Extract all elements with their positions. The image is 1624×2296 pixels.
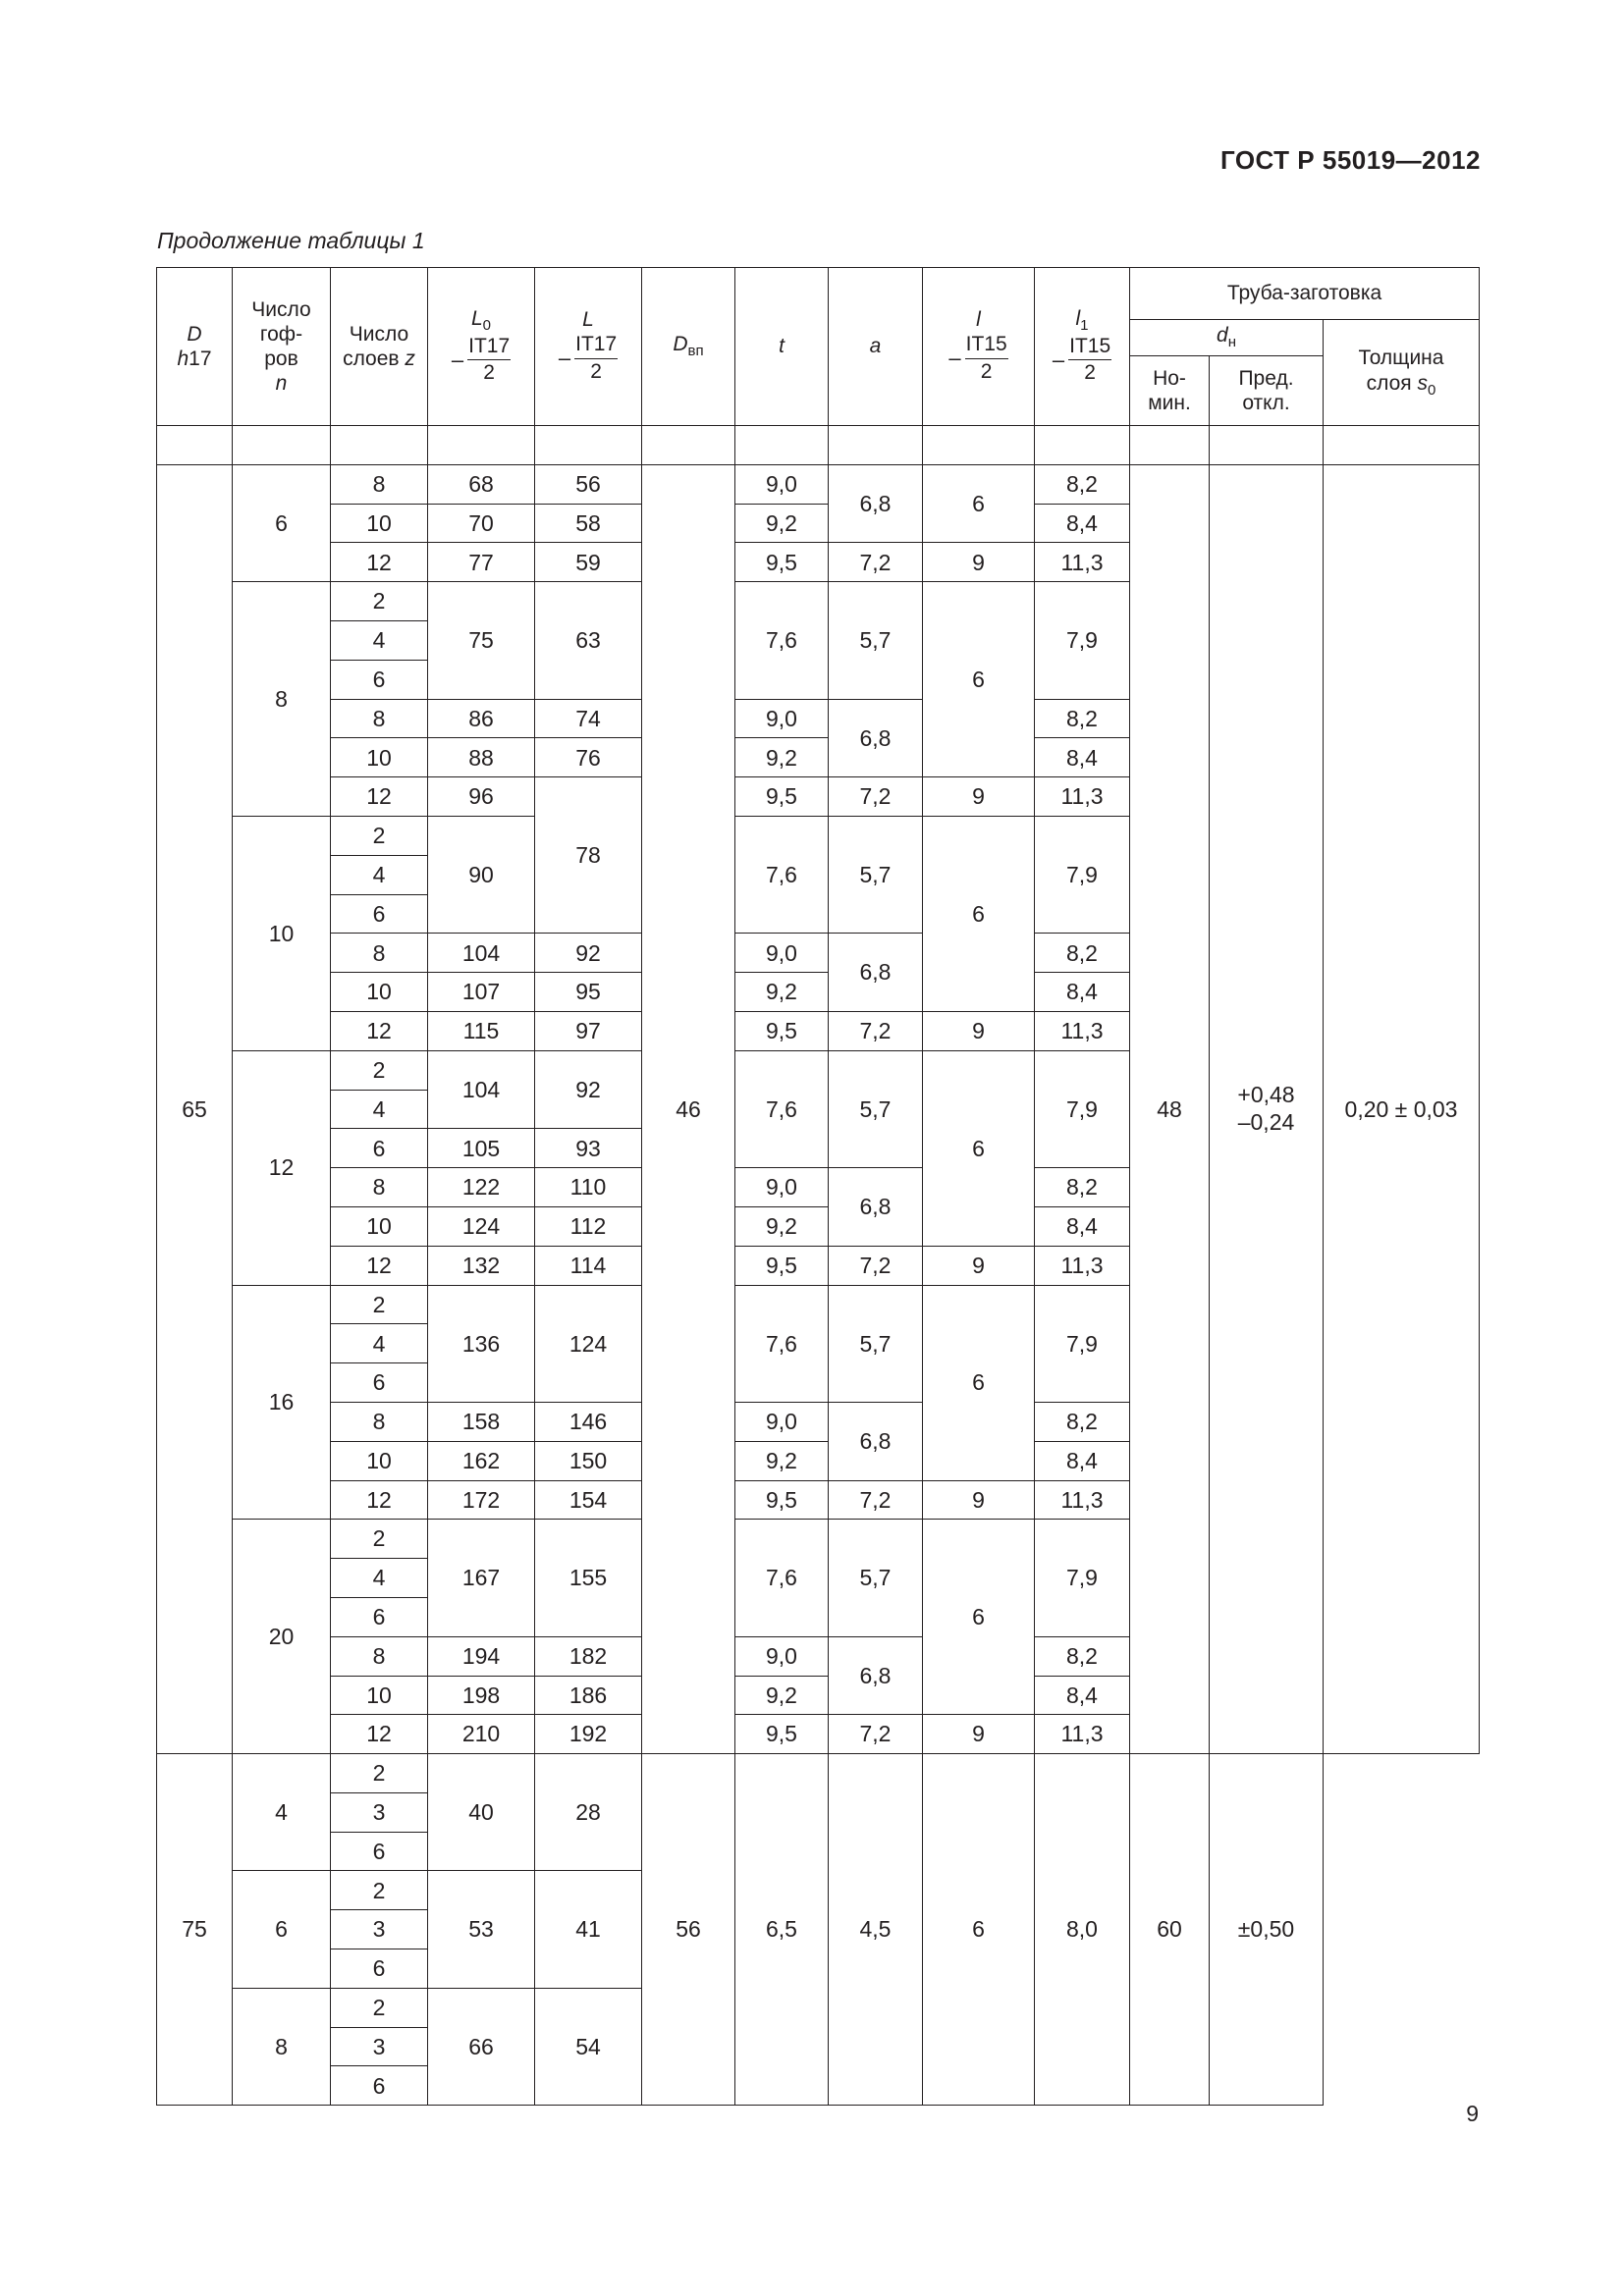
separator-cell (735, 426, 829, 465)
header-layers: Число слоев z (331, 268, 428, 426)
z-value: 12 (331, 1246, 428, 1285)
t-value: 9,2 (735, 1441, 829, 1480)
L0-value: 90 (428, 816, 535, 933)
separator-cell (923, 426, 1035, 465)
L-value: 28 (535, 1754, 642, 1871)
l-value: 6 (923, 582, 1035, 777)
z-value: 12 (331, 1480, 428, 1520)
header-nominal: Но- мин. (1130, 356, 1210, 426)
header-a: a (829, 268, 923, 426)
l1-value: 8,0 (1035, 1754, 1130, 2106)
l-value: 6 (923, 816, 1035, 1011)
separator-cell (157, 426, 233, 465)
z-value: 12 (331, 1715, 428, 1754)
L-value: 146 (535, 1402, 642, 1441)
a-value: 7,2 (829, 1246, 923, 1285)
header-l1: $l_1$ – IT15 2 (1035, 268, 1130, 426)
Dvp-value: 56 (642, 1754, 735, 2106)
dn-deviation: ±0,50 (1210, 1754, 1324, 2106)
n-value: 20 (233, 1520, 331, 1754)
t-value: 9,5 (735, 777, 829, 817)
t-value: 9,5 (735, 1246, 829, 1285)
L0-value: 88 (428, 738, 535, 777)
D-value: 75 (157, 1754, 233, 2106)
l1-value: 7,9 (1035, 1520, 1130, 1636)
l1-value: 8,2 (1035, 1402, 1130, 1441)
L0-value: 104 (428, 1050, 535, 1129)
D-value: 65 (157, 464, 233, 1753)
t-value: 9,2 (735, 738, 829, 777)
z-value: 4 (331, 1559, 428, 1598)
z-value: 8 (331, 934, 428, 973)
z-value: 12 (331, 543, 428, 582)
L0-value: 77 (428, 543, 535, 582)
l-value: 6 (923, 1285, 1035, 1480)
l-value: 9 (923, 1480, 1035, 1520)
z-value: 8 (331, 1168, 428, 1207)
document-code: ГОСТ Р 55019—2012 (1219, 145, 1481, 175)
z-value: 2 (331, 1285, 428, 1324)
t-value: 9,2 (735, 1206, 829, 1246)
t-value: 9,5 (735, 1715, 829, 1754)
t-value: 9,2 (735, 973, 829, 1012)
L-value: 150 (535, 1441, 642, 1480)
a-value: 7,2 (829, 543, 923, 582)
dn-nominal: 60 (1130, 1754, 1210, 2106)
a-value: 5,7 (829, 1285, 923, 1402)
L0-value: 198 (428, 1676, 535, 1715)
l1-value: 8,2 (1035, 1168, 1130, 1207)
L-value: 192 (535, 1715, 642, 1754)
L0-value: 194 (428, 1636, 535, 1676)
l1-value: 11,3 (1035, 1715, 1130, 1754)
t-value: 9,2 (735, 1676, 829, 1715)
header-l: l – IT15 2 (923, 268, 1035, 426)
z-value: 2 (331, 1520, 428, 1559)
L-value: 95 (535, 973, 642, 1012)
separator-cell (1035, 426, 1130, 465)
t-value: 9,0 (735, 464, 829, 504)
table-header (157, 268, 1480, 426)
z-value: 8 (331, 1402, 428, 1441)
t-value: 7,6 (735, 816, 829, 933)
t-value: 7,6 (735, 1285, 829, 1402)
t-value: 9,0 (735, 699, 829, 738)
L-value: 76 (535, 738, 642, 777)
a-value: 5,7 (829, 582, 923, 699)
separator-cell (1130, 426, 1210, 465)
L0-value: 86 (428, 699, 535, 738)
a-value: 6,8 (829, 934, 923, 1012)
z-value: 10 (331, 973, 428, 1012)
l1-value: 7,9 (1035, 1285, 1130, 1402)
n-value: 8 (233, 582, 331, 817)
L-value: 155 (535, 1520, 642, 1636)
dn-dev-lower: –0,24 (1237, 1108, 1295, 1135)
header-D: D h17 (157, 268, 233, 426)
z-value: 6 (331, 1129, 428, 1168)
l1-value: 8,4 (1035, 1676, 1130, 1715)
z-value: 8 (331, 1636, 428, 1676)
separator-cell (1210, 426, 1324, 465)
dn-deviation (1210, 464, 1324, 1753)
L-value: 58 (535, 504, 642, 543)
table-caption: Продолжение таблицы 1 (157, 228, 425, 253)
n-value: 8 (233, 1988, 331, 2105)
a-value: 5,7 (829, 816, 923, 933)
thickness-value: 0,20 ± 0,03 (1324, 464, 1480, 1753)
l-value: 9 (923, 1715, 1035, 1754)
L-value: 154 (535, 1480, 642, 1520)
L0-value: 115 (428, 1011, 535, 1050)
page-number: 9 (1466, 2101, 1479, 2126)
L-value: 92 (535, 1050, 642, 1129)
separator-cell (428, 426, 535, 465)
L0-value: 132 (428, 1246, 535, 1285)
separator-cell (1324, 426, 1480, 465)
z-value: 2 (331, 1988, 428, 2027)
Dvp-value: 46 (642, 464, 735, 1753)
L0-value: 122 (428, 1168, 535, 1207)
l1-value: 11,3 (1035, 777, 1130, 817)
a-value: 6,8 (829, 1636, 923, 1715)
L0-value: 68 (428, 464, 535, 504)
z-value: 4 (331, 1324, 428, 1363)
l1-value: 11,3 (1035, 1011, 1130, 1050)
L0-value: 210 (428, 1715, 535, 1754)
header-thickness: Толщина слоя $s_0$ (1324, 320, 1480, 426)
t-value: 6,5 (735, 1754, 829, 2106)
l-value: 6 (923, 1754, 1035, 2106)
l-value: 9 (923, 543, 1035, 582)
L-value: 97 (535, 1011, 642, 1050)
z-value: 3 (331, 1910, 428, 1949)
l1-value: 7,9 (1035, 582, 1130, 699)
z-value: 6 (331, 1363, 428, 1403)
l1-value: 7,9 (1035, 1050, 1130, 1167)
L0-value: 158 (428, 1402, 535, 1441)
header-Dvp: $D_{вп}$ (642, 268, 735, 426)
l1-value: 8,4 (1035, 1206, 1130, 1246)
L-value: 54 (535, 1988, 642, 2105)
z-value: 6 (331, 1832, 428, 1871)
t-value: 7,6 (735, 1520, 829, 1636)
L0-value: 66 (428, 1988, 535, 2105)
l1-value: 7,9 (1035, 816, 1130, 933)
z-value: 10 (331, 1441, 428, 1480)
l1-value: 8,2 (1035, 934, 1130, 973)
a-value: 7,2 (829, 1011, 923, 1050)
l1-value: 11,3 (1035, 543, 1130, 582)
z-value: 4 (331, 620, 428, 660)
t-value: 9,5 (735, 543, 829, 582)
z-value: 3 (331, 2027, 428, 2066)
separator-cell (535, 426, 642, 465)
z-value: 10 (331, 504, 428, 543)
L-value: 78 (535, 777, 642, 934)
n-value: 16 (233, 1285, 331, 1520)
dimensions-table (156, 267, 1480, 2106)
z-value: 8 (331, 699, 428, 738)
z-value: 2 (331, 1754, 428, 1793)
L-value: 41 (535, 1871, 642, 1988)
z-value: 2 (331, 582, 428, 621)
a-value: 5,7 (829, 1050, 923, 1167)
z-value: 10 (331, 738, 428, 777)
l1-value: 8,4 (1035, 973, 1130, 1012)
section-d65 (157, 426, 1480, 1754)
n-value: 10 (233, 816, 331, 1050)
n-value: 12 (233, 1050, 331, 1285)
separator-cell (233, 426, 331, 465)
t-value: 9,5 (735, 1480, 829, 1520)
separator-cell (642, 426, 735, 465)
header-tube-blank: Труба-заготовка (1130, 268, 1480, 320)
a-value: 6,8 (829, 464, 923, 543)
L-value: 93 (535, 1129, 642, 1168)
L0-value: 105 (428, 1129, 535, 1168)
l1-value: 8,4 (1035, 504, 1130, 543)
a-value: 6,8 (829, 1168, 923, 1247)
L-value: 114 (535, 1246, 642, 1285)
L0-value: 136 (428, 1285, 535, 1402)
l1-value: 11,3 (1035, 1480, 1130, 1520)
t-value: 9,0 (735, 1636, 829, 1676)
L-value: 182 (535, 1636, 642, 1676)
l-value: 9 (923, 1246, 1035, 1285)
l-value: 6 (923, 1050, 1035, 1246)
L0-value: 162 (428, 1441, 535, 1480)
L0-value: 40 (428, 1754, 535, 1871)
L-value: 74 (535, 699, 642, 738)
dn-nominal: 48 (1130, 464, 1210, 1753)
z-value: 6 (331, 1949, 428, 1989)
l1-value: 8,2 (1035, 699, 1130, 738)
L-value: 112 (535, 1206, 642, 1246)
z-value: 6 (331, 660, 428, 699)
z-value: 6 (331, 1597, 428, 1636)
L0-value: 167 (428, 1520, 535, 1636)
t-value: 9,5 (735, 1011, 829, 1050)
L0-value: 53 (428, 1871, 535, 1988)
L-value: 124 (535, 1285, 642, 1402)
a-value: 7,2 (829, 1480, 923, 1520)
t-value: 9,0 (735, 1402, 829, 1441)
L-value: 63 (535, 582, 642, 699)
header-L: L – IT17 2 (535, 268, 642, 426)
z-value: 12 (331, 777, 428, 817)
t-value: 7,6 (735, 582, 829, 699)
l1-value: 8,4 (1035, 1441, 1130, 1480)
l1-value: 8,4 (1035, 738, 1130, 777)
a-value: 7,2 (829, 777, 923, 817)
separator-cell (829, 426, 923, 465)
l1-value: 8,2 (1035, 1636, 1130, 1676)
a-value: 4,5 (829, 1754, 923, 2106)
n-value: 6 (233, 1871, 331, 1988)
header-t: t (735, 268, 829, 426)
section-d75 (157, 1754, 1480, 2106)
z-value: 2 (331, 1871, 428, 1910)
z-value: 6 (331, 2066, 428, 2106)
L-value: 92 (535, 934, 642, 973)
a-value: 6,8 (829, 699, 923, 777)
l-value: 6 (923, 1520, 1035, 1715)
header-corrugations: Число гоф- ров n (233, 268, 331, 426)
t-value: 7,6 (735, 1050, 829, 1167)
L-value: 59 (535, 543, 642, 582)
L-value: 56 (535, 464, 642, 504)
L-value: 186 (535, 1676, 642, 1715)
header-dn: $d_н$ (1130, 320, 1324, 356)
header-L0: $L_0$ – IT17 2 (428, 268, 535, 426)
t-value: 9,2 (735, 504, 829, 543)
z-value: 8 (331, 464, 428, 504)
separator-cell (331, 426, 428, 465)
z-value: 2 (331, 1050, 428, 1090)
a-value: 5,7 (829, 1520, 923, 1636)
l-value: 6 (923, 464, 1035, 543)
z-value: 10 (331, 1676, 428, 1715)
t-value: 9,0 (735, 934, 829, 973)
n-value: 4 (233, 1754, 331, 1871)
L0-value: 107 (428, 973, 535, 1012)
z-value: 6 (331, 894, 428, 934)
L0-value: 172 (428, 1480, 535, 1520)
l-value: 9 (923, 1011, 1035, 1050)
L0-value: 96 (428, 777, 535, 817)
l-value: 9 (923, 777, 1035, 817)
z-value: 3 (331, 1792, 428, 1832)
z-value: 4 (331, 855, 428, 894)
header-deviation: Пред. откл. (1210, 356, 1324, 426)
l1-value: 8,2 (1035, 464, 1130, 504)
a-value: 6,8 (829, 1402, 923, 1480)
l1-value: 11,3 (1035, 1246, 1130, 1285)
L0-value: 124 (428, 1206, 535, 1246)
dn-dev-upper: +0,48 (1237, 1082, 1295, 1108)
z-value: 10 (331, 1206, 428, 1246)
z-value: 12 (331, 1011, 428, 1050)
a-value: 7,2 (829, 1715, 923, 1754)
L-value: 110 (535, 1168, 642, 1207)
n-value: 6 (233, 464, 331, 581)
z-value: 2 (331, 816, 428, 855)
z-value: 4 (331, 1090, 428, 1129)
L0-value: 70 (428, 504, 535, 543)
L0-value: 104 (428, 934, 535, 973)
t-value: 9,0 (735, 1168, 829, 1207)
L0-value: 75 (428, 582, 535, 699)
